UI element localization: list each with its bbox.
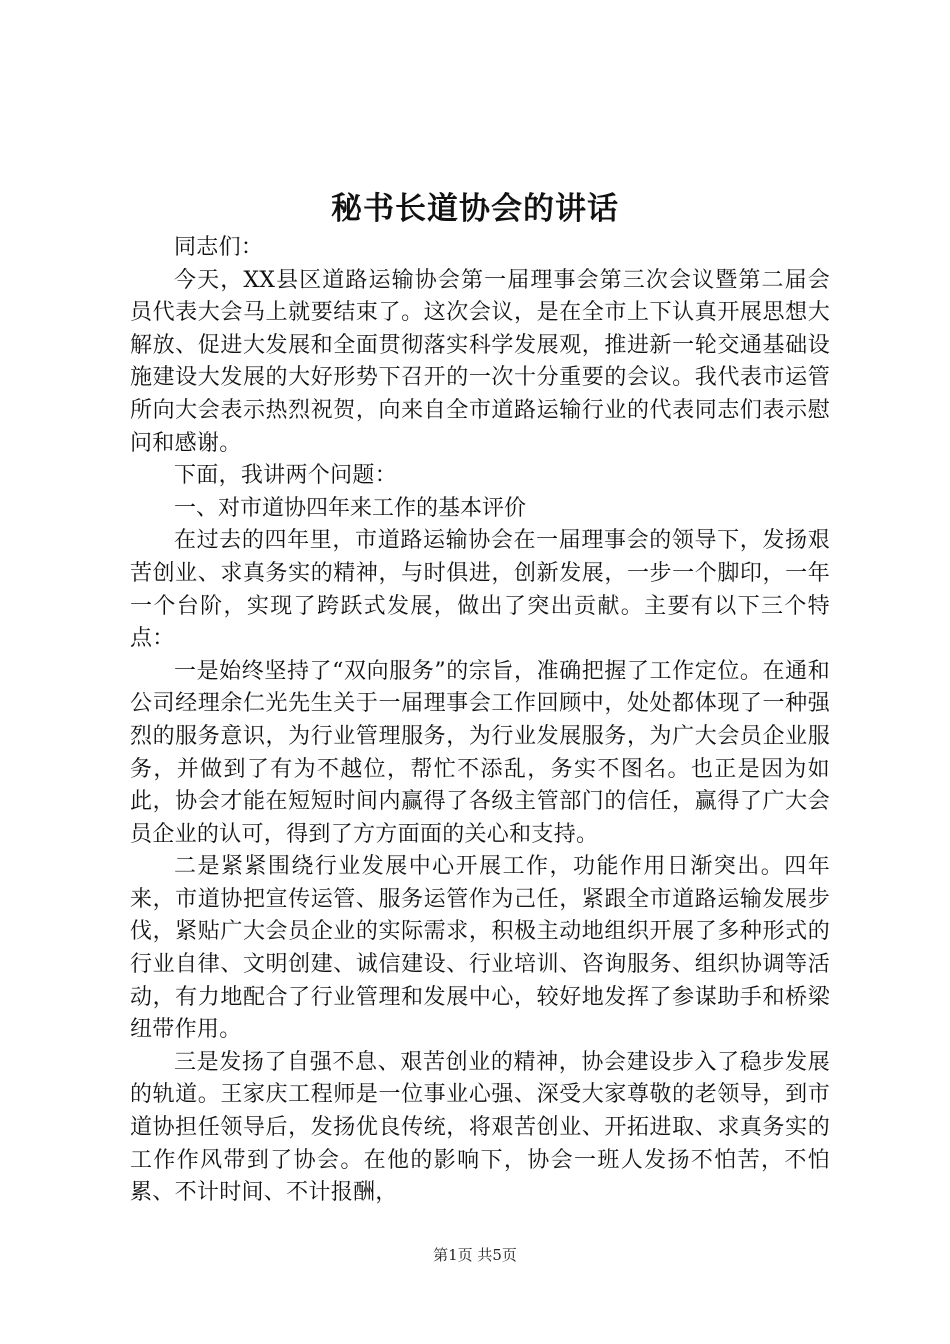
evaluation-paragraph: 在过去的四年里，市道路运输协会在一届理事会的领导下，发扬艰苦创业、求真务实的精神，与时俱进，创新发展，一步一个脚印，一年一个台阶，实现了跨跃式发展，做出了突出贡献。主要有以下三个特点： (130, 528, 830, 652)
opening-paragraph: 今天，XX县区道路运输协会第一届理事会第三次会议暨第二届会员代表大会马上就要结束了。这次会议，是在全市上下认真开展思想大解放、促进大发展和全面贯彻落实科学发展观，推进新一轮交通基础设施建设大发展的大好形势下召开的一次十分重要的会议。我代表市运管所向大会表示热烈祝贺，向来自全市道路运输行业的代表同志们表示慰问和感谢。 (130, 267, 830, 456)
topics-intro: 下面，我讲两个问题： (174, 463, 398, 489)
document-title: 秘书长道协会的讲话 (331, 191, 619, 227)
feature-three-paragraph: 三是发扬了自强不息、艰苦创业的精神，协会建设步入了稳步发展的轨道。王家庆工程师是一位事业心强、深受大家尊敬的老领导，到市道协担任领导后，发扬优良传统，将艰苦创业、开拓进取、求真务实的工作作风带到了协会。在他的影响下，协会一班人发扬不怕苦，不怕累、不计时间、不计报酬， (130, 1049, 830, 1206)
feature-two-paragraph: 二是紧紧围绕行业发展中心开展工作，功能作用日渐突出。四年来，市道协把宣传运管、服务运管作为己任，紧跟全市道路运输发展步伐，紧贴广大会员企业的实际需求，积极主动地组织开展了多种形式的行业自律、文明创建、诚信建设、行业培训、咨询服务、组织协调等活动，有力地配合了行业管理和发展中心，较好地发挥了参谋助手和桥梁纽带作用。 (130, 854, 830, 1043)
feature-one-paragraph: 一是始终坚持了“双向服务”的宗旨，准确把握了工作定位。在通和公司经理余仁光先生关于一届理事会工作回顾中，处处都体现了一种强烈的服务意识，为行业管理服务，为行业发展服务，为广大会员企业服务，并做到了有为不越位，帮忙不添乱，务实不图名。也正是因为如此，协会才能在短短时间内赢得了各级主管部门的信任，赢得了广大会员企业的认可，得到了方方面面的关心和支持。 (130, 658, 830, 847)
page-number-footer: 第1页 共5页 (433, 1246, 517, 1264)
document-body (130, 232, 830, 1210)
section-heading: 一、对市道协四年来工作的基本评价 (174, 495, 527, 521)
salutation: 同志们： (174, 235, 264, 260)
